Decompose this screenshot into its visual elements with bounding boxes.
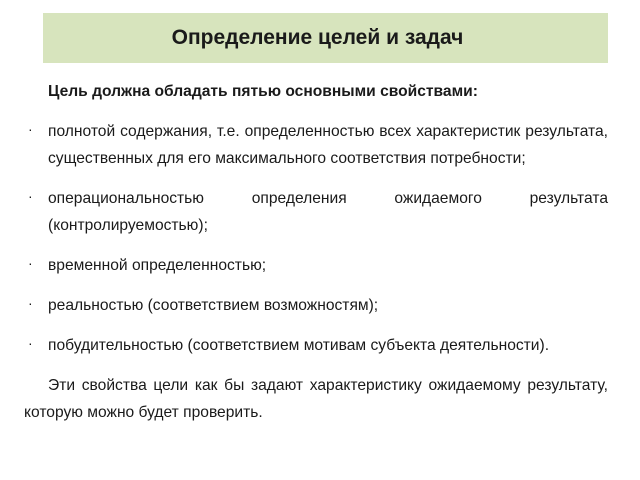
list-item-text: реальностью (соответствием возможностям); xyxy=(48,297,379,314)
slide-body xyxy=(24,78,608,426)
list-item-text: операциональностью определения ожидаемого результата (контролируемостью); xyxy=(48,190,608,234)
bullet-icon: · xyxy=(28,188,33,204)
intro-text: Цель должна обладать пятью основными свойствами: xyxy=(48,83,478,100)
list-item xyxy=(24,185,608,239)
title-banner xyxy=(43,13,608,63)
bullet-icon: · xyxy=(28,335,33,351)
bullet-icon: · xyxy=(28,255,33,271)
list-item-text: полнотой содержания, т.е. определенностью всех характеристик результата, существенных для его максимального соответствия потребности; xyxy=(48,123,608,167)
list-item xyxy=(24,118,608,172)
list-item xyxy=(24,332,608,359)
bullet-icon: · xyxy=(28,295,33,311)
list-item-text: временной определенностью; xyxy=(48,257,267,274)
list-item-text: побудительностью (соответствием мотивам субъекта деятельности). xyxy=(48,337,550,354)
bullet-icon: · xyxy=(28,121,33,137)
list-item xyxy=(24,292,608,319)
properties-list xyxy=(24,118,608,359)
list-item xyxy=(24,252,608,279)
conclusion-text: Эти свойства цели как бы задают характеристику ожидаемому результату, которую можно будет проверить. xyxy=(24,377,608,421)
slide-title: Определение целей и задач xyxy=(171,26,464,49)
